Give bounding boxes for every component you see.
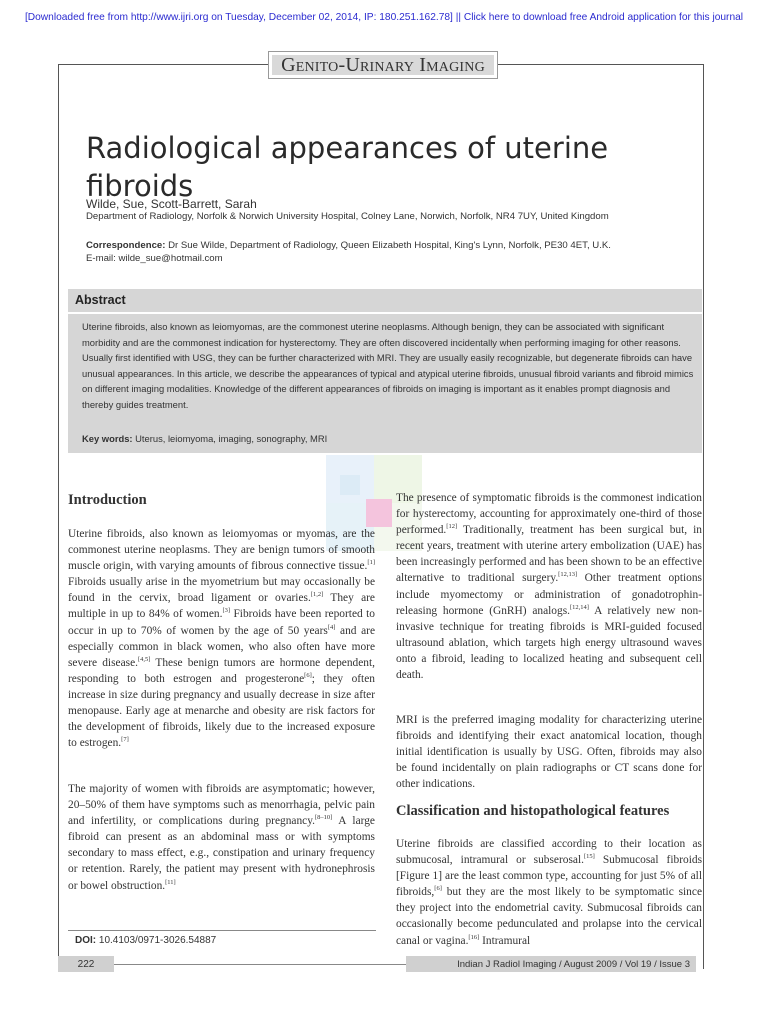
abstract-heading: Abstract <box>75 293 126 307</box>
text-run: The majority of women with fibroids are asymptomatic; however, 20–50% of them have symptoms such as menorrhagia, pelvic pain and infertility, or complications during pregnancy. <box>68 783 375 828</box>
citation-ref[interactable]: [4,5] <box>137 655 151 663</box>
abstract-text: Uterine fibroids, also known as leiomyomas, are the commonest uterine neoplasms. Although benign, they can be associated with significant morbidity and are the commonest indication for hysterectomy. They are often discovered incidentally when performing imaging for other reasons. Usually first identified with USG, they can be further characterized with MRI. They are usually easily recognizable, but degenerate fibroids can have unusual appearances. In this article, we describe the appearances of typical and atypical uterine fibroids, unusual fibroid variants and fibroid mimics on different imaging modalities. Knowledge of the different appearances of fibroids on imaging is important as it enables prompt diagnosis and thereby guides treatment. <box>82 321 694 410</box>
keywords-label: Key words: <box>82 433 133 444</box>
text-run: Other treatment options include myomectomy or administration of gonadotrophin-releasing hormone (GnRH) analogs. <box>396 572 702 617</box>
banner-separator: || <box>452 12 464 23</box>
citation-ref[interactable]: [6] <box>434 885 442 893</box>
footer-rule <box>114 964 406 965</box>
abstract-divider <box>68 312 702 314</box>
text-run: These benign tumors are hormone dependent, responding to both estrogen and progesterone <box>68 656 375 685</box>
correspondence-label: Correspondence: <box>86 240 166 251</box>
text-run: Uterine fibroids are classified according to their location as submucosal, intramural or subserosal. <box>396 838 702 867</box>
text-run: MRI is the preferred imaging modality for characterizing uterine fibroids and identifying their exact anatomical location, though initial identification is usually by USG. Often, fibroids may also be found incidentally on plain radiographs or CT scans done for other indications. <box>396 714 702 791</box>
text-run: Intramural <box>479 934 531 947</box>
intro-body <box>68 526 375 751</box>
keywords <box>82 433 327 444</box>
doi-value: 10.4103/0971-3026.54887 <box>96 935 217 946</box>
citation-ref[interactable]: [3] <box>222 607 231 615</box>
text-run: Uterine fibroids, also known as leiomyomas or myomas, are the commonest uterine neoplasms. They are benign tumors of smooth muscle origin, with varying amounts of fibrous connective tissue. <box>68 528 375 573</box>
text-run: The presence of symptomatic fibroids is the commonest indication for hysterectomy, accounting for approximately one-third of those performed. <box>396 492 702 537</box>
intro-paragraph-2 <box>68 781 375 894</box>
citation-ref[interactable]: [8–10] <box>315 814 333 822</box>
intro-section <box>68 492 375 509</box>
correspondence <box>86 240 611 251</box>
citation-ref[interactable]: [15] <box>583 853 595 861</box>
citation-ref[interactable]: [4] <box>327 623 336 631</box>
right-body-1 <box>396 490 702 683</box>
doi-divider <box>68 930 376 931</box>
text-run: A large fibroid can present as an abdominal mass or with symptoms secondary to mass effect, e.g., constipation and urinary frequency or retention. Rarely, the patient may present with hydronephrosis or bowel obstruction. <box>68 815 375 892</box>
text-run: They are multiple in up to 84% of women. <box>68 592 375 621</box>
email: E-mail: wilde_sue@hotmail.com <box>86 253 223 264</box>
text-run: ; they often increase in size during pregnancy and usually decrease in size after menopause. Early age at menarche and obesity are risk factors for the development of fibroids, likely due to the increased exposure to estrogen. <box>68 672 375 750</box>
right-paragraph-1 <box>396 490 702 683</box>
citation-ref[interactable]: [12,13] <box>558 571 578 579</box>
section-tab <box>268 51 498 79</box>
right-paragraph-2 <box>396 712 702 792</box>
affiliation: Department of Radiology, Norfolk & Norwich University Hospital, Colney Lane, Norwich, Norfolk, NR4 7UY, United Kingdom <box>86 211 609 222</box>
classification-heading: Classification and histopathological features <box>396 803 670 819</box>
classification-section <box>396 803 702 820</box>
download-banner <box>0 12 768 23</box>
right-paragraph-3 <box>396 836 702 949</box>
keywords-text: Uterus, leiomyoma, imaging, sonography, MRI <box>132 433 328 444</box>
citation-ref[interactable]: [1] <box>367 559 375 567</box>
journal-info: Indian J Radiol Imaging / August 2009 / Vol 19 / Issue 3 <box>406 956 696 972</box>
citation-ref[interactable]: [7] <box>121 736 129 744</box>
citation-ref[interactable]: [12,14] <box>569 603 589 611</box>
citation-ref[interactable]: [1,2] <box>310 591 324 599</box>
section-tab-label: Genito-Urinary Imaging <box>281 53 485 76</box>
citation-ref[interactable]: [12] <box>446 523 458 531</box>
text-run: but they are the most likely to be symptomatic since they project into the endometrial cavity. Submucosal fibroids can occasionally become pedunculated and prolapse into the cervical canal or vagina. <box>396 886 702 947</box>
correspondence-text: Dr Sue Wilde, Department of Radiology, Queen Elizabeth Hospital, King's Lynn, Norfolk, PE30 4ET, U.K. <box>165 240 611 251</box>
text-run: Fibroids usually arise in the myometrium but may occasionally be found in the cervix, broad ligament or ovaries. <box>68 576 375 605</box>
download-source-link[interactable]: [Downloaded free from http://www.ijri.org on Tuesday, December 02, 2014, IP: 180.251.162.78] <box>24 12 453 23</box>
text-run: A relatively new non-invasive technique for treating fibroids is MRI-guided focused ultrasound ablation, which targets high energy ultrasound waves onto a fibroid, leading to localized heating and subsequent cell death. <box>396 604 702 682</box>
citation-ref[interactable]: [6] <box>304 672 312 680</box>
doi <box>75 935 216 946</box>
citation-ref[interactable]: [11] <box>165 878 176 886</box>
intro-paragraph-1 <box>68 526 375 751</box>
android-app-link[interactable]: Click here to download free Android application for this journal <box>463 12 744 23</box>
doi-label: DOI: <box>75 935 97 946</box>
authors: Wilde, Sue, Scott-Barrett, Sarah <box>86 197 257 211</box>
text-run: Traditionally, treatment has been surgical but, in recent years, treatment with uterine artery embolization (UAE) has been increasingly performed and has been shown to be an effective alternative to traditional surgery. <box>396 524 702 585</box>
right-body-3 <box>396 836 702 949</box>
text-run: Fibroids have been reported to occur in up to 70% of women by the age of 50 years <box>68 608 375 637</box>
article-title: Radiological appearances of uterine fibroids <box>86 131 609 204</box>
text-run: and are especially common in black women, who also often have more severe disease. <box>68 624 376 669</box>
right-body-2 <box>396 712 702 792</box>
intro-body-2 <box>68 781 375 894</box>
page-number: 222 <box>58 956 114 972</box>
citation-ref[interactable]: [16] <box>468 933 480 941</box>
intro-heading: Introduction <box>68 492 147 508</box>
text-run: Submucosal fibroids [Figure 1] are the least common type, accounting for just 5% of all fibroids, <box>396 854 702 899</box>
